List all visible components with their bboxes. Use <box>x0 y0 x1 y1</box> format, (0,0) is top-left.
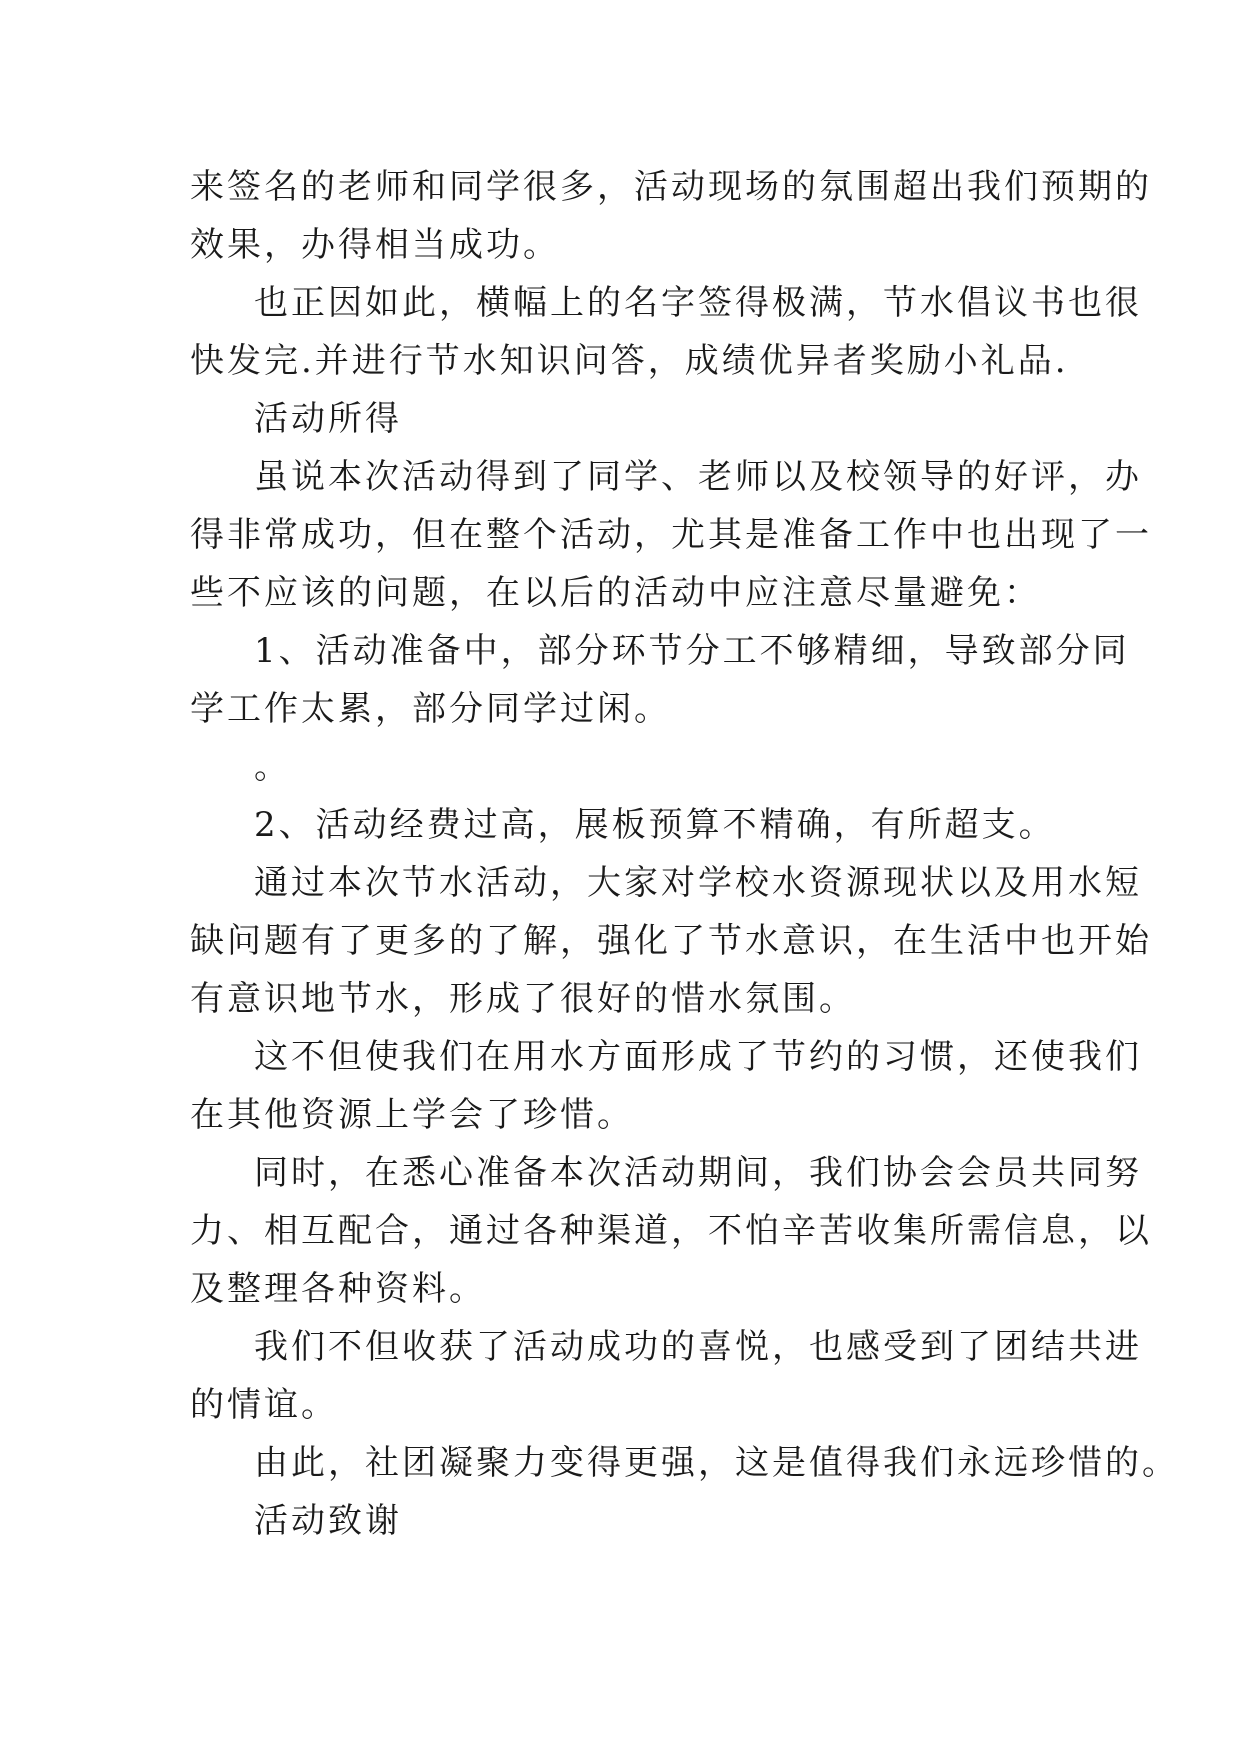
list-item-line: 1、活动准备中，部分环节分工不够精细，导致部分同 <box>254 631 1130 671</box>
text-line: 来签名的老师和同学很多，活动现场的氛围超出我们预期的 <box>190 167 1152 207</box>
text-line: 的情谊。 <box>190 1385 338 1425</box>
paragraph-start-line: 也正因如此，横幅上的名字签得极满，节水倡议书也很 <box>254 283 1142 323</box>
text-line: 及整理各种资料。 <box>190 1269 486 1309</box>
section-heading: 活动致谢 <box>254 1501 402 1541</box>
paragraph-start-line: 同时，在悉心准备本次活动期间，我们协会会员共同努 <box>254 1153 1142 1193</box>
paragraph-start-line: 这不但使我们在用水方面形成了节约的习惯，还使我们 <box>254 1037 1142 1077</box>
paragraph-start-line: 由此，社团凝聚力变得更强，这是值得我们永远珍惜的。 <box>254 1443 1179 1483</box>
text-line: 效果，办得相当成功。 <box>190 225 560 265</box>
stray-period-line: 。 <box>254 747 291 787</box>
paragraph-start-line: 通过本次节水活动，大家对学校水资源现状以及用水短 <box>254 863 1142 903</box>
text-line: 学工作太累，部分同学过闲。 <box>190 689 671 729</box>
paragraph-start-line: 虽说本次活动得到了同学、老师以及校领导的好评，办 <box>254 457 1142 497</box>
text-line: 得非常成功，但在整个活动，尤其是准备工作中也出现了一 <box>190 515 1152 555</box>
text-line: 力、相互配合，通过各种渠道，不怕辛苦收集所需信息，以 <box>190 1211 1152 1251</box>
text-line: 缺问题有了更多的了解，强化了节水意识，在生活中也开始 <box>190 921 1152 961</box>
text-line: 在其他资源上学会了珍惜。 <box>190 1095 634 1135</box>
list-item-line: 2、活动经费过高，展板预算不精确，有所超支。 <box>254 805 1056 845</box>
text-line: 些不应该的问题，在以后的活动中应注意尽量避免： <box>190 573 1041 613</box>
paragraph-start-line: 我们不但收获了活动成功的喜悦，也感受到了团结共进 <box>254 1327 1142 1367</box>
document-body <box>190 158 1179 1550</box>
text-line: 快发完.并进行节水知识问答，成绩优异者奖励小礼品. <box>190 341 1069 381</box>
text-line: 有意识地节水，形成了很好的惜水氛围。 <box>190 979 856 1019</box>
section-heading: 活动所得 <box>254 399 402 439</box>
